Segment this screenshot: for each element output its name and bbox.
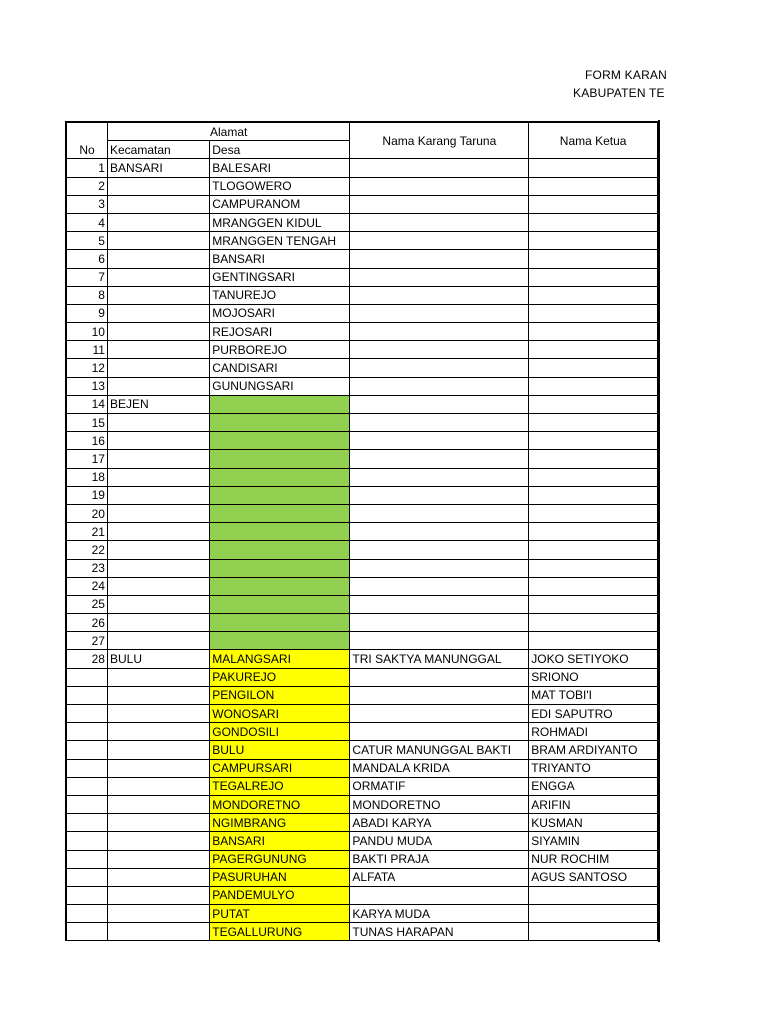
cell-ketua[interactable] [529,923,658,941]
cell-no[interactable]: 14 [66,395,107,413]
cell-desa[interactable] [210,595,350,613]
table-row [66,541,658,559]
cell-no[interactable] [66,777,107,795]
cell-karang-taruna[interactable] [350,341,529,359]
cell-desa[interactable]: BALESARI [210,159,350,177]
cell-karang-taruna[interactable]: TRI SAKTYA MANUNGGAL [350,650,529,668]
cell-ketua[interactable]: JOKO SETIYOKO [529,650,658,668]
cell-ketua[interactable] [529,414,658,432]
cell-desa[interactable]: TEGALLURUNG [210,923,350,941]
cell-desa[interactable]: GUNUNGSARI [210,377,350,395]
cell-karang-taruna[interactable] [350,213,529,231]
cell-no[interactable] [66,905,107,923]
cell-kecamatan[interactable] [107,741,209,759]
table-row [66,432,658,450]
cell-ketua[interactable]: EDI SAPUTRO [529,705,658,723]
cell-desa[interactable]: MALANGSARI [210,650,350,668]
table-row [66,850,658,868]
cell-no[interactable]: 21 [66,523,107,541]
cell-kecamatan[interactable] [107,668,209,686]
cell-desa[interactable]: MRANGGEN TENGAH [210,232,350,250]
cell-no[interactable] [66,923,107,941]
cell-kecamatan[interactable] [107,923,209,941]
header-nama-ketua: Nama Ketua [529,122,658,159]
cell-kecamatan[interactable] [107,723,209,741]
cell-no[interactable]: 6 [66,250,107,268]
table-row [66,759,658,777]
cell-ketua[interactable] [529,341,658,359]
cell-desa[interactable] [210,577,350,595]
table-row [66,668,658,686]
cell-no[interactable]: 4 [66,213,107,231]
table-row [66,614,658,632]
cell-desa[interactable] [210,632,350,650]
cell-desa[interactable]: TANUREJO [210,286,350,304]
cell-kecamatan[interactable] [107,268,209,286]
cell-kecamatan[interactable] [107,777,209,795]
cell-desa[interactable]: PENGILON [210,686,350,704]
cell-no[interactable]: 24 [66,577,107,595]
cell-no[interactable]: 20 [66,504,107,522]
cell-ketua[interactable]: ENGGA [529,777,658,795]
cell-ketua[interactable] [529,486,658,504]
cell-desa[interactable]: GONDOSILI [210,723,350,741]
cell-desa[interactable]: MRANGGEN KIDUL [210,213,350,231]
cell-karang-taruna[interactable] [350,577,529,595]
cell-no[interactable] [66,850,107,868]
cell-karang-taruna[interactable] [350,304,529,322]
cell-no[interactable] [66,668,107,686]
cell-desa[interactable] [210,486,350,504]
cell-desa[interactable]: BULU [210,741,350,759]
cell-kecamatan[interactable] [107,795,209,813]
cell-desa[interactable]: CANDISARI [210,359,350,377]
cell-ketua[interactable] [529,395,658,413]
cell-no[interactable] [66,741,107,759]
cell-kecamatan[interactable] [107,250,209,268]
table-row [66,777,658,795]
cell-ketua[interactable] [529,159,658,177]
cell-desa[interactable] [210,541,350,559]
cell-kecamatan[interactable] [107,632,209,650]
cell-ketua[interactable] [529,250,658,268]
cell-karang-taruna[interactable] [350,468,529,486]
table-row [66,868,658,886]
cell-desa[interactable]: NGIMBRANG [210,814,350,832]
cell-karang-taruna[interactable] [350,886,529,904]
cell-kecamatan[interactable] [107,304,209,322]
cell-karang-taruna[interactable] [350,323,529,341]
cell-ketua[interactable] [529,541,658,559]
cell-ketua[interactable]: ROHMADI [529,723,658,741]
cell-desa[interactable]: MONDORETNO [210,795,350,813]
cell-no[interactable] [66,814,107,832]
cell-desa[interactable]: PASURUHAN [210,868,350,886]
cell-kecamatan[interactable] [107,486,209,504]
table-row [66,632,658,650]
cell-karang-taruna[interactable]: PANDU MUDA [350,832,529,850]
cell-desa[interactable]: TEGALREJO [210,777,350,795]
cell-ketua[interactable] [529,377,658,395]
cell-ketua[interactable]: TRIYANTO [529,759,658,777]
form-title: FORM KARAN [585,68,668,82]
table-row [66,213,658,231]
cell-ketua[interactable] [529,286,658,304]
cell-kecamatan[interactable] [107,523,209,541]
table-row [66,741,658,759]
cell-kecamatan[interactable] [107,886,209,904]
cell-karang-taruna[interactable] [350,504,529,522]
cell-desa[interactable]: BANSARI [210,250,350,268]
cell-karang-taruna[interactable] [350,559,529,577]
cell-kecamatan[interactable] [107,286,209,304]
cell-ketua[interactable] [529,559,658,577]
cell-ketua[interactable]: SIYAMIN [529,832,658,850]
cell-kecamatan[interactable] [107,814,209,832]
header-alamat: Alamat [107,122,349,141]
cell-kecamatan[interactable] [107,686,209,704]
table-row [66,504,658,522]
cell-kecamatan[interactable] [107,213,209,231]
cell-karang-taruna[interactable] [350,486,529,504]
cell-no[interactable] [66,759,107,777]
cell-no[interactable] [66,886,107,904]
cell-karang-taruna[interactable] [350,159,529,177]
cell-desa[interactable] [210,395,350,413]
cell-no[interactable]: 5 [66,232,107,250]
header-desa: Desa [210,141,350,159]
table-row [66,832,658,850]
cell-kecamatan[interactable] [107,832,209,850]
cell-kecamatan[interactable] [107,850,209,868]
cell-no[interactable] [66,723,107,741]
table-row [66,523,658,541]
cell-no[interactable]: 1 [66,159,107,177]
cell-kecamatan[interactable] [107,195,209,213]
cell-kecamatan[interactable] [107,759,209,777]
cell-desa[interactable]: PAKUREJO [210,668,350,686]
cell-karang-taruna[interactable] [350,541,529,559]
cell-karang-taruna[interactable]: ALFATA [350,868,529,886]
cell-kecamatan[interactable]: BANSARI [107,159,209,177]
cell-desa[interactable]: MOJOSARI [210,304,350,322]
cell-ketua[interactable]: ARIFIN [529,795,658,813]
cell-karang-taruna[interactable]: ABADI KARYA [350,814,529,832]
cell-no[interactable]: 26 [66,614,107,632]
cell-no[interactable]: 10 [66,323,107,341]
cell-kecamatan[interactable] [107,559,209,577]
table-row [66,595,658,613]
cell-no[interactable]: 22 [66,541,107,559]
cell-no[interactable]: 16 [66,432,107,450]
cell-kecamatan[interactable] [107,432,209,450]
cell-karang-taruna[interactable] [350,395,529,413]
table-row [66,450,658,468]
cell-karang-taruna[interactable] [350,450,529,468]
cell-karang-taruna[interactable]: MONDORETNO [350,795,529,813]
cell-desa[interactable]: GENTINGSARI [210,268,350,286]
cell-no[interactable]: 25 [66,595,107,613]
cell-karang-taruna[interactable]: BAKTI PRAJA [350,850,529,868]
cell-no[interactable]: 9 [66,304,107,322]
table-row [66,377,658,395]
table-row [66,795,658,813]
table-row [66,486,658,504]
cell-karang-taruna[interactable] [350,668,529,686]
cell-desa[interactable]: CAMPURANOM [210,195,350,213]
table-row [66,159,658,177]
cell-no[interactable]: 18 [66,468,107,486]
cell-ketua[interactable]: MAT TOBI'I [529,686,658,704]
cell-ketua[interactable] [529,595,658,613]
cell-karang-taruna[interactable] [350,686,529,704]
table-row [66,705,658,723]
cell-kecamatan[interactable] [107,868,209,886]
table-row [66,395,658,413]
table-row [66,886,658,904]
table-row [66,250,658,268]
cell-ketua[interactable]: AGUS SANTOSO [529,868,658,886]
cell-no[interactable]: 13 [66,377,107,395]
cell-no[interactable]: 11 [66,341,107,359]
cell-kecamatan[interactable] [107,341,209,359]
table-row [66,268,658,286]
cell-ketua[interactable]: KUSMAN [529,814,658,832]
karang-taruna-table [65,121,658,941]
cell-ketua[interactable] [529,268,658,286]
cell-kecamatan[interactable] [107,468,209,486]
cell-kecamatan[interactable] [107,359,209,377]
cell-ketua[interactable] [529,905,658,923]
cell-no[interactable] [66,686,107,704]
cell-no[interactable] [66,832,107,850]
cell-no[interactable] [66,795,107,813]
cell-ketua[interactable] [529,304,658,322]
table-row [66,232,658,250]
cell-ketua[interactable] [529,232,658,250]
cell-kecamatan[interactable] [107,905,209,923]
cell-karang-taruna[interactable] [350,177,529,195]
cell-ketua[interactable] [529,432,658,450]
cell-no[interactable]: 12 [66,359,107,377]
table-body [66,159,658,941]
table-row [66,304,658,322]
cell-no[interactable]: 17 [66,450,107,468]
cell-karang-taruna[interactable] [350,286,529,304]
cell-no[interactable]: 19 [66,486,107,504]
cell-desa[interactable] [210,450,350,468]
cell-ketua[interactable]: NUR ROCHIM [529,850,658,868]
cell-kecamatan[interactable] [107,414,209,432]
cell-kecamatan[interactable]: BULU [107,650,209,668]
cell-desa[interactable]: CAMPURSARI [210,759,350,777]
cell-ketua[interactable] [529,523,658,541]
cell-no[interactable]: 23 [66,559,107,577]
cell-ketua[interactable] [529,450,658,468]
cell-desa[interactable]: PANDEMULYO [210,886,350,904]
cell-desa[interactable]: PUTAT [210,905,350,923]
cell-karang-taruna[interactable] [350,232,529,250]
cell-desa[interactable] [210,523,350,541]
sheet-right-edge [658,120,660,942]
cell-desa[interactable]: PURBOREJO [210,341,350,359]
cell-karang-taruna[interactable] [350,614,529,632]
table-row [66,577,658,595]
table-row [66,341,658,359]
table-row [66,686,658,704]
table-row [66,814,658,832]
cell-kecamatan[interactable] [107,614,209,632]
cell-kecamatan[interactable] [107,595,209,613]
cell-karang-taruna[interactable]: TUNAS HARAPAN [350,923,529,941]
table-row [66,650,658,668]
table-row [66,468,658,486]
cell-karang-taruna[interactable] [350,268,529,286]
cell-desa[interactable] [210,468,350,486]
cell-karang-taruna[interactable]: ORMATIF [350,777,529,795]
cell-no[interactable]: 2 [66,177,107,195]
cell-desa[interactable] [210,614,350,632]
cell-ketua[interactable]: BRAM ARDIYANTO [529,741,658,759]
cell-karang-taruna[interactable]: CATUR MANUNGGAL BAKTI [350,741,529,759]
cell-kecamatan[interactable] [107,323,209,341]
table-row [66,559,658,577]
cell-desa[interactable] [210,432,350,450]
cell-no[interactable]: 15 [66,414,107,432]
cell-desa[interactable]: BANSARI [210,832,350,850]
cell-kecamatan[interactable] [107,450,209,468]
table-row [66,923,658,941]
cell-karang-taruna[interactable] [350,723,529,741]
cell-ketua[interactable] [529,577,658,595]
cell-desa[interactable]: REJOSARI [210,323,350,341]
cell-karang-taruna[interactable] [350,359,529,377]
table-row [66,286,658,304]
cell-kecamatan[interactable] [107,541,209,559]
cell-ketua[interactable] [529,468,658,486]
cell-desa[interactable] [210,504,350,522]
cell-desa[interactable]: TLOGOWERO [210,177,350,195]
header-kecamatan: Kecamatan [107,141,209,159]
cell-karang-taruna[interactable] [350,250,529,268]
table-row [66,905,658,923]
table-row [66,195,658,213]
cell-no[interactable]: 7 [66,268,107,286]
cell-ketua[interactable]: SRIONO [529,668,658,686]
cell-kecamatan[interactable] [107,377,209,395]
cell-karang-taruna[interactable] [350,377,529,395]
cell-karang-taruna[interactable] [350,595,529,613]
cell-no[interactable]: 8 [66,286,107,304]
cell-ketua[interactable] [529,504,658,522]
cell-ketua[interactable] [529,195,658,213]
cell-no[interactable]: 27 [66,632,107,650]
cell-no[interactable]: 3 [66,195,107,213]
header-nama-karang-taruna: Nama Karang Taruna [350,122,529,159]
cell-no[interactable]: 28 [66,650,107,668]
cell-karang-taruna[interactable] [350,705,529,723]
cell-karang-taruna[interactable]: MANDALA KRIDA [350,759,529,777]
cell-kecamatan[interactable] [107,177,209,195]
cell-kecamatan[interactable]: BEJEN [107,395,209,413]
cell-karang-taruna[interactable] [350,523,529,541]
cell-ketua[interactable] [529,323,658,341]
cell-no[interactable] [66,705,107,723]
cell-desa[interactable] [210,414,350,432]
cell-ketua[interactable] [529,886,658,904]
cell-kecamatan[interactable] [107,232,209,250]
cell-ketua[interactable] [529,177,658,195]
cell-ketua[interactable] [529,359,658,377]
table-row [66,414,658,432]
table-row [66,323,658,341]
cell-karang-taruna[interactable] [350,432,529,450]
cell-ketua[interactable] [529,614,658,632]
cell-kecamatan[interactable] [107,577,209,595]
cell-karang-taruna[interactable] [350,195,529,213]
cell-ketua[interactable] [529,213,658,231]
cell-karang-taruna[interactable] [350,414,529,432]
cell-kecamatan[interactable] [107,504,209,522]
table-row [66,723,658,741]
cell-karang-taruna[interactable]: KARYA MUDA [350,905,529,923]
cell-desa[interactable]: PAGERGUNUNG [210,850,350,868]
cell-desa[interactable] [210,559,350,577]
header-no: No [66,122,107,159]
cell-desa[interactable]: WONOSARI [210,705,350,723]
table-row [66,177,658,195]
cell-no[interactable] [66,868,107,886]
cell-karang-taruna[interactable] [350,632,529,650]
cell-ketua[interactable] [529,632,658,650]
table-row [66,359,658,377]
form-subtitle: KABUPATEN TE [573,86,665,100]
cell-kecamatan[interactable] [107,705,209,723]
